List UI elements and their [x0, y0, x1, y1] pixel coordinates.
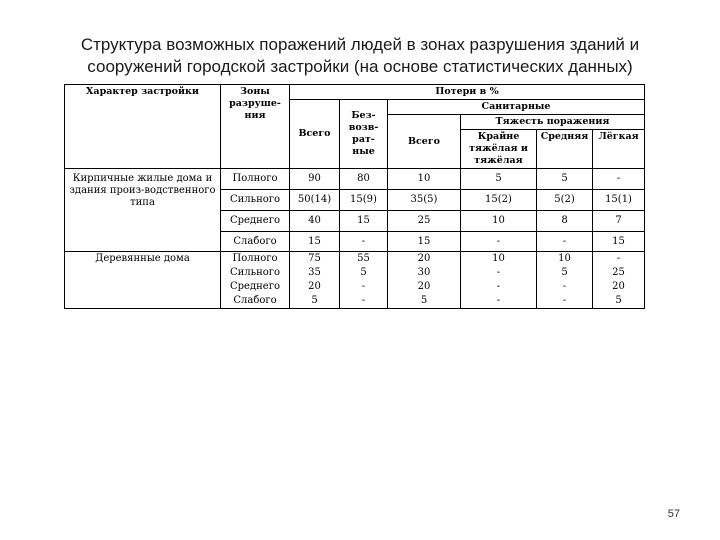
cell-irrevocable: 55	[340, 252, 388, 267]
cell-total: 50(14)	[290, 190, 340, 211]
cell-medium: 10	[537, 252, 593, 267]
cell-light: 15(1)	[593, 190, 645, 211]
cell-zone: Сильного	[221, 190, 290, 211]
header-medium: Средняя	[537, 130, 593, 169]
cell-sanitary: 20	[388, 252, 461, 267]
group-name-wooden: Деревянные дома	[65, 252, 221, 309]
cell-irrevocable: -	[340, 294, 388, 309]
cell-medium: -	[537, 294, 593, 309]
cell-light: 20	[593, 280, 645, 294]
header-light: Лёгкая	[593, 130, 645, 169]
cell-extreme: 5	[461, 169, 537, 190]
cell-zone: Слабого	[221, 232, 290, 252]
casualties-table	[64, 84, 645, 309]
cell-light: 25	[593, 266, 645, 280]
cell-zone: Слабого	[221, 294, 290, 309]
cell-irrevocable: 80	[340, 169, 388, 190]
cell-total: 20	[290, 280, 340, 294]
header-sanitary-total: Всего	[388, 115, 461, 169]
cell-zone: Сильного	[221, 266, 290, 280]
cell-light: 7	[593, 211, 645, 232]
cell-sanitary: 35(5)	[388, 190, 461, 211]
cell-light: 5	[593, 294, 645, 309]
cell-sanitary: 10	[388, 169, 461, 190]
cell-light: 15	[593, 232, 645, 252]
header-extreme: Крайне тяжёлая и тяжёлая	[461, 130, 537, 169]
cell-irrevocable: -	[340, 232, 388, 252]
cell-zone: Полного	[221, 169, 290, 190]
cell-total: 90	[290, 169, 340, 190]
cell-sanitary: 30	[388, 266, 461, 280]
cell-total: 75	[290, 252, 340, 267]
cell-medium: -	[537, 232, 593, 252]
header-row-1	[65, 85, 645, 100]
table-row	[65, 169, 645, 190]
page-number: 57	[667, 508, 680, 520]
cell-medium: -	[537, 280, 593, 294]
cell-total: 40	[290, 211, 340, 232]
cell-light: -	[593, 169, 645, 190]
cell-irrevocable: 15(9)	[340, 190, 388, 211]
header-losses: Потери в %	[290, 85, 645, 100]
cell-total: 5	[290, 294, 340, 309]
header-zones: Зоны разруше-ния	[221, 85, 290, 169]
cell-sanitary: 20	[388, 280, 461, 294]
cell-sanitary: 25	[388, 211, 461, 232]
cell-zone: Полного	[221, 252, 290, 267]
cell-total: 35	[290, 266, 340, 280]
cell-total: 15	[290, 232, 340, 252]
cell-extreme: -	[461, 280, 537, 294]
group-name-brick: Кирпичные жилые дома и здания произ-водственного типа	[65, 169, 221, 252]
slide-title	[40, 34, 680, 78]
cell-medium: 5	[537, 169, 593, 190]
cell-extreme: -	[461, 266, 537, 280]
cell-zone: Среднего	[221, 211, 290, 232]
cell-extreme: 10	[461, 211, 537, 232]
table-row	[65, 252, 645, 267]
cell-extreme: -	[461, 232, 537, 252]
cell-extreme: 10	[461, 252, 537, 267]
cell-extreme: -	[461, 294, 537, 309]
cell-irrevocable: -	[340, 280, 388, 294]
header-type: Характер застройки	[65, 85, 221, 169]
header-irrevocable: Без-возв-рат-ные	[340, 100, 388, 169]
cell-extreme: 15(2)	[461, 190, 537, 211]
header-severity: Тяжесть поражения	[461, 115, 645, 130]
cell-light: -	[593, 252, 645, 267]
cell-zone: Среднего	[221, 280, 290, 294]
cell-irrevocable: 5	[340, 266, 388, 280]
header-sanitary: Санитарные	[388, 100, 645, 115]
cell-medium: 5(2)	[537, 190, 593, 211]
cell-sanitary: 5	[388, 294, 461, 309]
title-line-2: сооружений городской застройки (на основе статистических данных)	[87, 57, 633, 76]
title-line-1: Структура возможных поражений людей в зонах разрушения зданий и	[80, 35, 640, 54]
cell-medium: 5	[537, 266, 593, 280]
header-total: Всего	[290, 100, 340, 169]
cell-irrevocable: 15	[340, 211, 388, 232]
cell-sanitary: 15	[388, 232, 461, 252]
cell-medium: 8	[537, 211, 593, 232]
